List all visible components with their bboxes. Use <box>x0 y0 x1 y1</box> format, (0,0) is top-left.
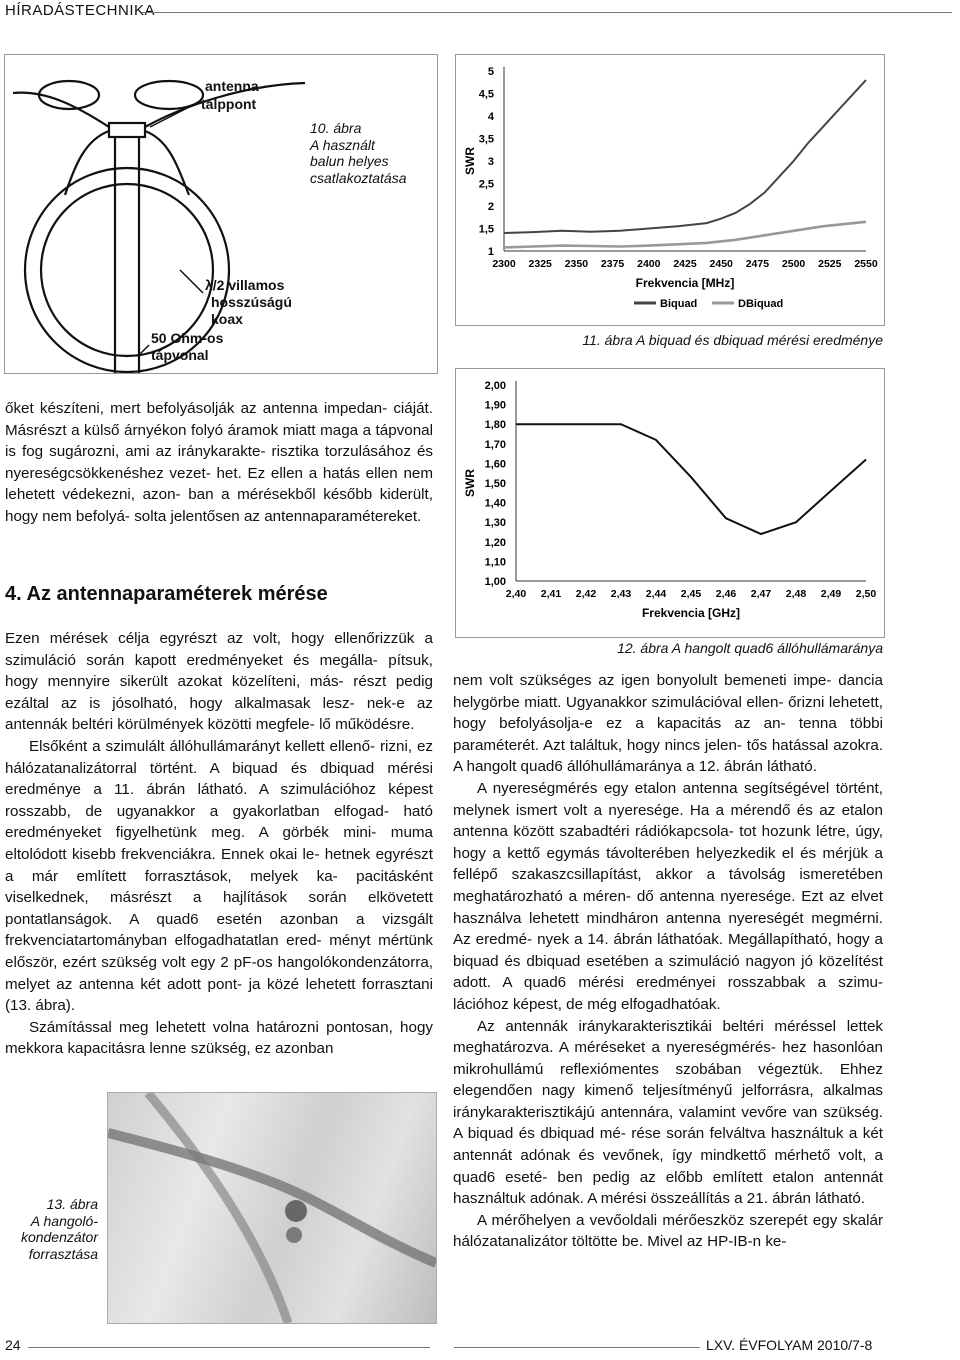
text-line: Az antennák iránykarakterisztikái beltéri méréssel <box>477 1017 837 1035</box>
footer-rule-right <box>454 1347 700 1348</box>
y-tick-label: 1,20 <box>484 536 506 549</box>
figure-10-caption <box>310 120 430 186</box>
figure-10 <box>4 54 438 374</box>
pointer-lambda <box>180 270 203 293</box>
text-line: rizni, ez hálózatanalizátorral történt. A biquad és dbiquad <box>5 737 433 777</box>
x-tick-label: 2,41 <box>540 588 562 600</box>
y-tick-label: 1,5 <box>478 223 494 236</box>
solder-photo-sketch <box>108 1093 436 1323</box>
left-body <box>5 628 433 1060</box>
text-line: lációhoz képest, de még elfogadhatóak. <box>453 995 721 1013</box>
y-tick-label: 3,5 <box>478 133 494 146</box>
text-line: nyek a 14. ábrán láthatóak. Megállapítható, hogy a biquad <box>453 931 883 970</box>
x-tick-label: 2,48 <box>785 588 807 600</box>
text-line: nek-e az antennák beltéri körülmények közötti megfele- <box>5 694 433 734</box>
text-line: lettek meghatározva. A méréseket a nyereségmérés- <box>453 1017 883 1057</box>
text-line: ban a mérésekből később kiderült, hogy nem befolyá- <box>5 486 433 525</box>
journal-title: HÍRADÁSTECHNIKA <box>5 2 156 19</box>
text-line: het. Ez ellen a hatás ellen nem lehetett védekezni, azon- <box>5 464 433 504</box>
caption-line: 10. ábra <box>310 120 362 136</box>
x-tick-label: 2,40 <box>505 588 527 600</box>
x-tick-label: 2,43 <box>610 588 632 600</box>
caption-line: kondenzátor <box>20 1229 98 1245</box>
text-line: őrizni lehetett, hogy befolyásolja-e ez a kapacitás az an- <box>453 693 883 733</box>
x-tick-label: 2350 <box>564 258 589 270</box>
text-line: hetnek egyrészt a már említett forrasztások, melyek ka- <box>5 845 434 885</box>
y-tick-label: 1 <box>487 246 494 258</box>
text-line: Ezen mérések célja egyrészt az volt, hogy ellenőrizzük <box>5 630 415 647</box>
label-talppont: talppont <box>201 96 257 112</box>
figure-13-photo <box>107 1092 437 1324</box>
text-line: mérési eredménye a 11. ábrán látható. A szimulációhoz <box>5 759 433 799</box>
text-line: valamint vevőre van szükség. A biquad és dbiquad mé- <box>453 1103 884 1143</box>
text-line: ható eredményeket figyelhetünk meg. A görbék mini- <box>5 802 433 842</box>
x-tick-label: 2400 <box>637 258 661 270</box>
y-tick-label: 1,00 <box>484 576 506 588</box>
text-line: ményt mértünk először, ezért szükség volt egy 2 pF-os <box>5 932 433 971</box>
figure-11-caption: 11. ábra A biquad és dbiquad mérési eredménye <box>582 332 883 348</box>
text-line: hez hasonlóan mikrohullámú reflexiómentes szobában <box>453 1039 883 1078</box>
solder-blob <box>286 1227 302 1243</box>
text-line: Számítással meg lehetett volna határozni pontosan, <box>29 1018 393 1036</box>
issue-label: LXV. ÉVFOLYAM 2010/7-8 <box>706 1337 873 1353</box>
text-line: solta jelentősen az antennaparamétereket. <box>134 507 422 525</box>
text-line: lő működésre. <box>319 716 415 734</box>
caption-line: A használt <box>310 136 375 153</box>
y-tick-label: 2,00 <box>484 380 506 392</box>
caption-line: A hangoló- <box>30 1212 98 1229</box>
label-ohm-line1: 50 Ohm-os <box>151 330 224 346</box>
text-line: dő antenna nyeresége. Ezt az elvet használva lehetett <box>453 887 883 927</box>
label-ohm-line2: tápvonal <box>151 347 209 363</box>
y-tick-label: 1,40 <box>484 497 506 510</box>
text-line: mindháron antenna nyereségét megmérni. Az eredmé- <box>453 909 883 949</box>
section-title: 4. Az antennaparaméterek mérése <box>5 583 328 605</box>
text-line: akkor a távolság ismeretében meghatározható a méren- <box>453 866 883 905</box>
x-tick-label: 2300 <box>492 258 516 270</box>
y-tick-label: 1,50 <box>484 478 506 490</box>
y-tick-label: 1,60 <box>484 458 506 471</box>
text-line: őket készíteni, mert befolyásolják az antenna impedan- <box>5 400 388 417</box>
text-line: rése során felváltva használtuk a két antennát adónak <box>453 1125 883 1165</box>
series-line-quad6 <box>516 424 866 534</box>
text-line: a 12. ábrán látható. <box>686 758 817 776</box>
text-line: nem volt szükséges az igen bonyolult bemeneti impe- <box>453 672 832 689</box>
figure-12 <box>455 368 885 638</box>
x-tick-label: 2500 <box>781 258 806 270</box>
text-line: tős hatással azokra. A hangolt quad6 állóhullámaránya <box>453 736 883 776</box>
x-tick-label: 2525 <box>818 258 842 270</box>
text-line: skalár hálózatanalizátor töltötte be. Mivel az HP-IB-n ke- <box>453 1211 883 1251</box>
label-lambda-line1: λ/2 villamos <box>205 277 285 293</box>
text-line: és vevőnek, így mindkettő mérhető volt, a quad6 eseté- <box>453 1147 883 1186</box>
figure-11 <box>455 54 885 326</box>
left-intro <box>5 398 433 528</box>
x-tick-label: 2475 <box>745 258 770 270</box>
x-axis-label: Frekvencia [MHz] <box>635 276 735 290</box>
y-tick-label: 4,5 <box>478 88 494 101</box>
text-line: adónak. A mérési összeállítás a 21. ábrán látható. <box>529 1190 866 1208</box>
label-antenna: antenna <box>205 78 259 94</box>
figure-13-caption <box>5 1196 98 1262</box>
label-lambda-line2: hosszúságú <box>211 294 292 310</box>
antenna-feedpoint-block <box>109 123 145 137</box>
caption-line: balun helyes <box>310 153 389 169</box>
x-tick-label: 2450 <box>709 258 733 270</box>
y-tick-label: 1,30 <box>484 517 506 530</box>
page-number: 24 <box>5 1337 21 1353</box>
right-body <box>453 670 883 1253</box>
y-axis-label: SWR <box>463 147 477 175</box>
x-tick-label: 2325 <box>528 258 552 270</box>
text-line: muma eltolódott kisebb frekvenciákra. Ennek okai le- <box>5 824 433 863</box>
caption-line: csatlakoztatása <box>310 169 407 186</box>
x-tick-label: 2,46 <box>715 588 737 600</box>
x-tick-label: 2,45 <box>680 588 702 600</box>
text-line: részt pedig ezáltal az is jósolható, hogy alkalmasak lesz- <box>5 673 433 712</box>
x-tick-label: 2,44 <box>645 588 667 600</box>
text-line: és az etalon antenna között szabadtéri rádiókapcsola- <box>453 801 883 841</box>
y-axis-label: SWR <box>463 469 477 497</box>
figure-12-chart <box>456 369 884 637</box>
text-line: hangolókondenzátorra, melyet az antenna két adott pont- <box>5 953 433 993</box>
text-line: A mérőhelyen a vevőoldali mérőeszköz szerepét egy <box>477 1211 838 1229</box>
y-tick-label: 1,70 <box>484 438 506 451</box>
y-tick-label: 1,90 <box>484 399 506 412</box>
x-tick-label: 2375 <box>600 258 625 270</box>
y-tick-label: 2 <box>487 201 494 213</box>
text-line: dancia helygörbe miatt. Ugyanakkor szimulációval ellen- <box>453 672 883 711</box>
figure-10-balun-diagram <box>5 55 437 373</box>
text-line: történt, melynek ismert volt a nyeresége. Ha a mérendő <box>453 779 883 819</box>
antenna-wire-photo <box>148 1093 288 1323</box>
y-tick-label: 1,10 <box>484 556 506 569</box>
solder-blob <box>285 1200 307 1222</box>
text-line: a szimuláció során kapott eredményeket és megálla- <box>5 630 433 669</box>
x-axis-label: Frekvencia [GHz] <box>641 606 741 620</box>
legend-label-biquad: Biquad <box>660 298 698 310</box>
label-lambda-line3: koax <box>211 311 243 327</box>
x-tick-label: 2,49 <box>820 588 842 600</box>
text-line: pacitásként viselkednek, másrészt a hajlítások során <box>5 867 433 907</box>
text-line: risztika torzulásához és nyereségcsökkenéshez vezet- <box>5 443 433 482</box>
text-line: Elsőként a szimulált állóhullámarányt kellett ellenő- <box>29 737 376 755</box>
x-tick-label: 2,47 <box>750 588 772 600</box>
x-tick-label: 2,50 <box>855 588 877 600</box>
text-line: ciáját. Másrészt a külső árnyékon folyó áramok miatt <box>5 400 433 439</box>
text-line: vizsgált frekvenciatartományban elfogadhatatlan ered- <box>5 910 433 950</box>
text-line: ben pedig az előbb említett etalon antennát használtuk <box>453 1168 883 1208</box>
y-tick-label: 2,5 <box>478 178 494 191</box>
y-tick-label: 1,80 <box>484 419 506 432</box>
text-line: végeztük. Ehhez elegendően nagy kimenő teljesítményű <box>453 1060 883 1100</box>
footer-rule-left <box>28 1347 430 1348</box>
figure-12-caption: 12. ábra A hangolt quad6 állóhullámaránya <box>617 640 883 656</box>
text-line: tot hozunk létre, úgy, hogy a kettő egymás távolterében <box>453 823 883 862</box>
y-tick-label: 5 <box>487 66 494 78</box>
text-line: ja közé lehetett forrasztani (13. ábra). <box>5 975 433 1015</box>
text-line: képest rosszabb, de ugyanakkor a gyakorlatban elfogad- <box>5 781 433 820</box>
x-tick-label: 2425 <box>673 258 697 270</box>
antenna-wire-left <box>13 93 109 127</box>
caption-line: forrasztása <box>28 1245 98 1262</box>
text-line: pítsuk, hogy mennyire sikerült azokat közelíteni, más- <box>5 651 433 691</box>
figure-11-chart <box>456 55 884 325</box>
text-line: tenna többi paraméterét. Azt találtuk, hogy nincs jelen- <box>453 715 883 754</box>
y-tick-label: 4 <box>487 111 494 123</box>
text-line: jelforrásra, alkalmas iránykarakterisztikájú antennára, <box>453 1082 883 1121</box>
x-tick-label: 2550 <box>854 258 878 270</box>
text-line: elkövetett pontatlanságok. A quad6 esetén azonban a <box>5 889 433 928</box>
legend-label-dbiquad: DBiquad <box>738 298 784 310</box>
text-line: helyezkedik el és mérjük a fellépő szakaszcsillapítást, <box>453 844 883 884</box>
y-tick-label: 3 <box>487 156 494 168</box>
pointer-antenna <box>150 101 201 127</box>
header-rule <box>142 12 952 13</box>
text-line: adott. A quad6 mérési eredményei rosszabbak a szimu- <box>453 974 883 992</box>
text-line: hogy mekkora kapacitásra lenne szükség, ez azonban <box>5 1018 433 1058</box>
antenna-wire-photo <box>108 1133 436 1263</box>
series-line-biquad <box>504 80 866 233</box>
text-line: és dbiquad esetében a szimuláció nagyon jó közelítést <box>504 952 883 970</box>
text-line: maga a tápvonal is fog sugározni, ami az iránykarakte- <box>5 421 433 461</box>
text-line: A nyereségmérés egy etalon antenna segítségével <box>477 779 830 797</box>
x-tick-label: 2,42 <box>575 588 597 600</box>
caption-line: 13. ábra <box>46 1196 98 1212</box>
